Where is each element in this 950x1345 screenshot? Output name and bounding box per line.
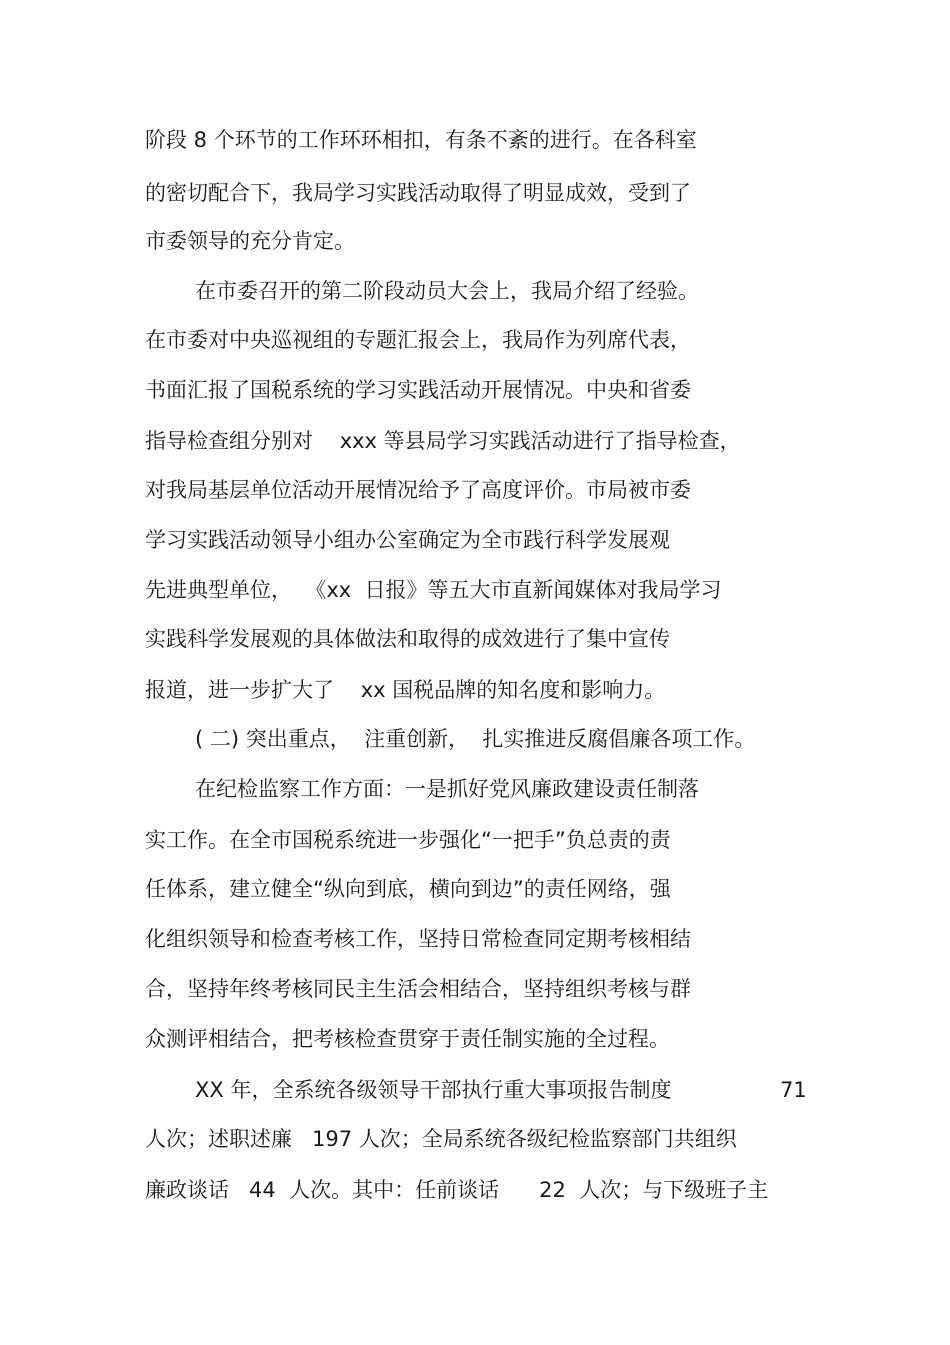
paragraph-line: 的密切配合下，我局学习实践活动取得了明显成效，受到了 xyxy=(145,181,691,205)
paragraph-line: 廉政谈话 44 人次。其中：任前谈话 22 人次；与下级班子主 xyxy=(145,1178,769,1202)
paragraph-line: 在市委对中央巡视组的专题汇报会上，我局作为列席代表， xyxy=(145,328,691,352)
paragraph-line: 学习实践活动领导小组办公室确定为全市践行科学发展观 xyxy=(145,528,670,552)
paragraph-line: 报道，进一步扩大了 xx 国税品牌的知名度和影响力。 xyxy=(145,678,666,702)
paragraph-line: 人次；述职述廉 197 人次；全局系统各级纪检监察部门共组织 xyxy=(145,1127,737,1151)
paragraph-line: 任体系，建立健全“纵向到底，横向到边”的责任网络，强 xyxy=(145,877,671,901)
paragraph-line: 实工作。在全市国税系统进一步强化“一把手”负总责的责 xyxy=(145,828,671,852)
paragraph-line: 众测评相结合，把考核检查贯穿于责任制实施的全过程。 xyxy=(145,1027,670,1051)
paragraph-line: 化组织领导和检查考核工作，坚持日常检查同定期考核相结 xyxy=(145,927,691,951)
paragraph-line: XX 年，全系统各级领导干部执行重大事项报告制度 xyxy=(195,1078,672,1102)
paragraph-line: 先进典型单位， 《xx 日报》等五大市直新闻媒体对我局学习 xyxy=(145,578,722,602)
paragraph-line: 指导检查组分别对 xxx 等县局学习实践活动进行了指导检查， xyxy=(145,429,741,453)
paragraph-line: 阶段 8 个环节的工作环环相扣，有条不紊的进行。在各科室 xyxy=(145,128,697,152)
paragraph-line: 在纪检监察工作方面：一是抓好党风廉政建设责任制落 xyxy=(195,777,699,801)
paragraph-line: 合，坚持年终考核同民主生活会相结合，坚持组织考核与群 xyxy=(145,977,691,1001)
paragraph-line: 实践科学发展观的具体做法和取得的成效进行了集中宣传 xyxy=(145,627,670,651)
paragraph-line: 对我局基层单位活动开展情况给予了高度评价。市局被市委 xyxy=(145,478,691,502)
paragraph-line: 书面汇报了国税系统的学习实践活动开展情况。中央和省委 xyxy=(145,378,691,402)
trailing-number: 71 xyxy=(780,1078,807,1102)
paragraph-line: 市委领导的充分肯定。 xyxy=(145,229,355,253)
paragraph-line: 在市委召开的第二阶段动员大会上，我局介绍了经验。 xyxy=(195,279,699,303)
section-heading: ( 二) 突出重点， 注重创新， 扎实推进反腐倡廉各项工作。 xyxy=(195,727,756,751)
